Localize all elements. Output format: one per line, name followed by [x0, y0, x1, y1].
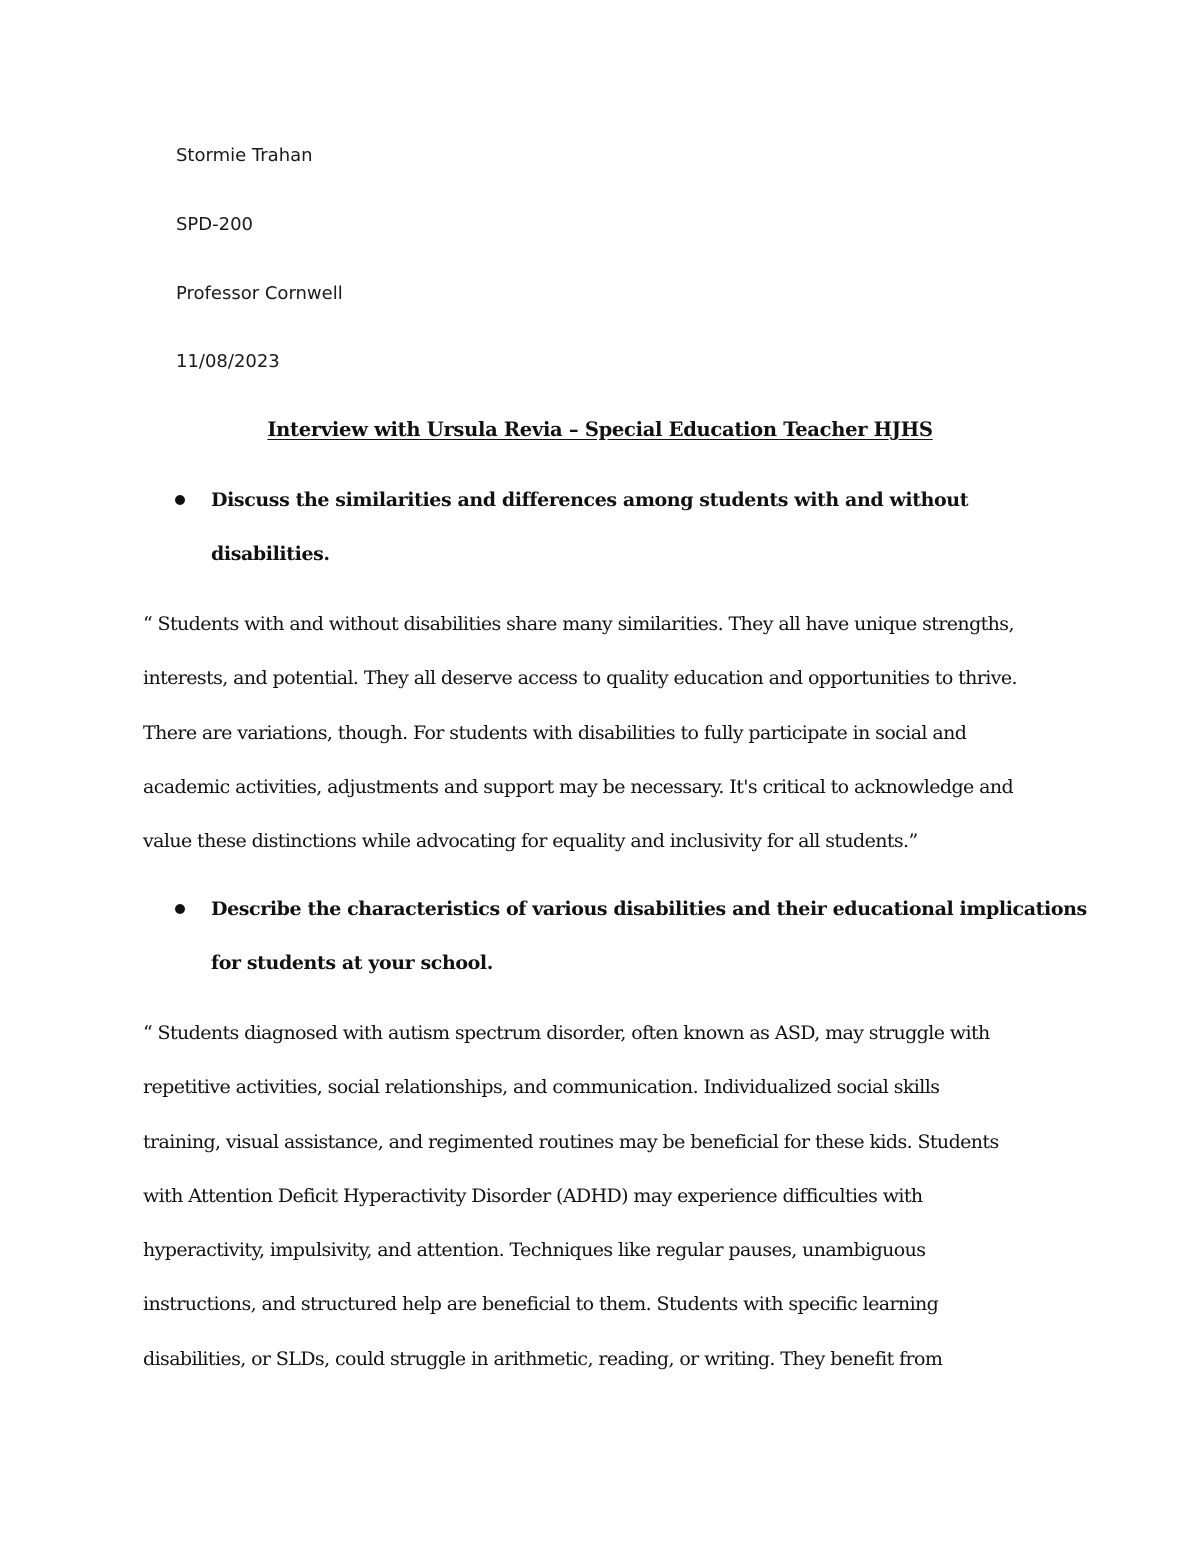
answer-line: repetitive activities, social relationships, and communication. Individualized social skills [143, 1076, 940, 1099]
answer-line: instructions, and structured help are beneficial to them. Students with specific learning [143, 1293, 939, 1316]
question-line: Discuss the similarities and differences among students with and without [211, 489, 969, 511]
student-name: Stormie Trahan [176, 145, 313, 166]
bullet-icon [175, 495, 185, 505]
professor-name: Professor Cornwell [176, 283, 343, 304]
answer-line: with Attention Deficit Hyperactivity Disorder (ADHD) may experience difficulties with [143, 1184, 923, 1207]
answer-line: training, visual assistance, and regimented routines may be beneficial for these kids. Students [143, 1130, 999, 1153]
answer-1 [143, 597, 1073, 868]
question-line: Describe the characteristics of various disabilities and their educational implications [211, 898, 1087, 920]
answer-line: “ Students diagnosed with autism spectrum disorder, often known as ASD, may struggle with [143, 1022, 990, 1044]
answer-line: interests, and potential. They all deserve access to quality education and opportunities to thrive. [143, 667, 1017, 690]
course-code: SPD-200 [176, 214, 253, 235]
answer-line: value these distinctions while advocating for equality and inclusivity for all students.” [143, 830, 918, 853]
answer-line: hyperactivity, impulsivity, and attention. Techniques like regular pauses, unambiguous [143, 1239, 926, 1262]
answer-line: academic activities, adjustments and support may be necessary. It's critical to acknowledge and [143, 775, 1014, 798]
submission-date: 11/08/2023 [176, 351, 280, 372]
answer-line: There are variations, though. For students with disabilities to fully participate in social and [143, 721, 967, 744]
answer-line: “ Students with and without disabilities share many similarities. They all have unique strengths, [143, 613, 1014, 635]
document-title: Interview with Ursula Revia – Special Education Teacher HJHS [267, 418, 933, 441]
question-line: disabilities. [211, 543, 330, 565]
answer-2 [143, 1006, 1073, 1386]
bullet-icon [175, 904, 185, 914]
question-2 [211, 882, 1091, 990]
question-line: for students at your school. [211, 952, 493, 974]
question-1 [211, 473, 1091, 581]
answer-line: disabilities, or SLDs, could struggle in arithmetic, reading, or writing. They benefit from [143, 1347, 943, 1370]
